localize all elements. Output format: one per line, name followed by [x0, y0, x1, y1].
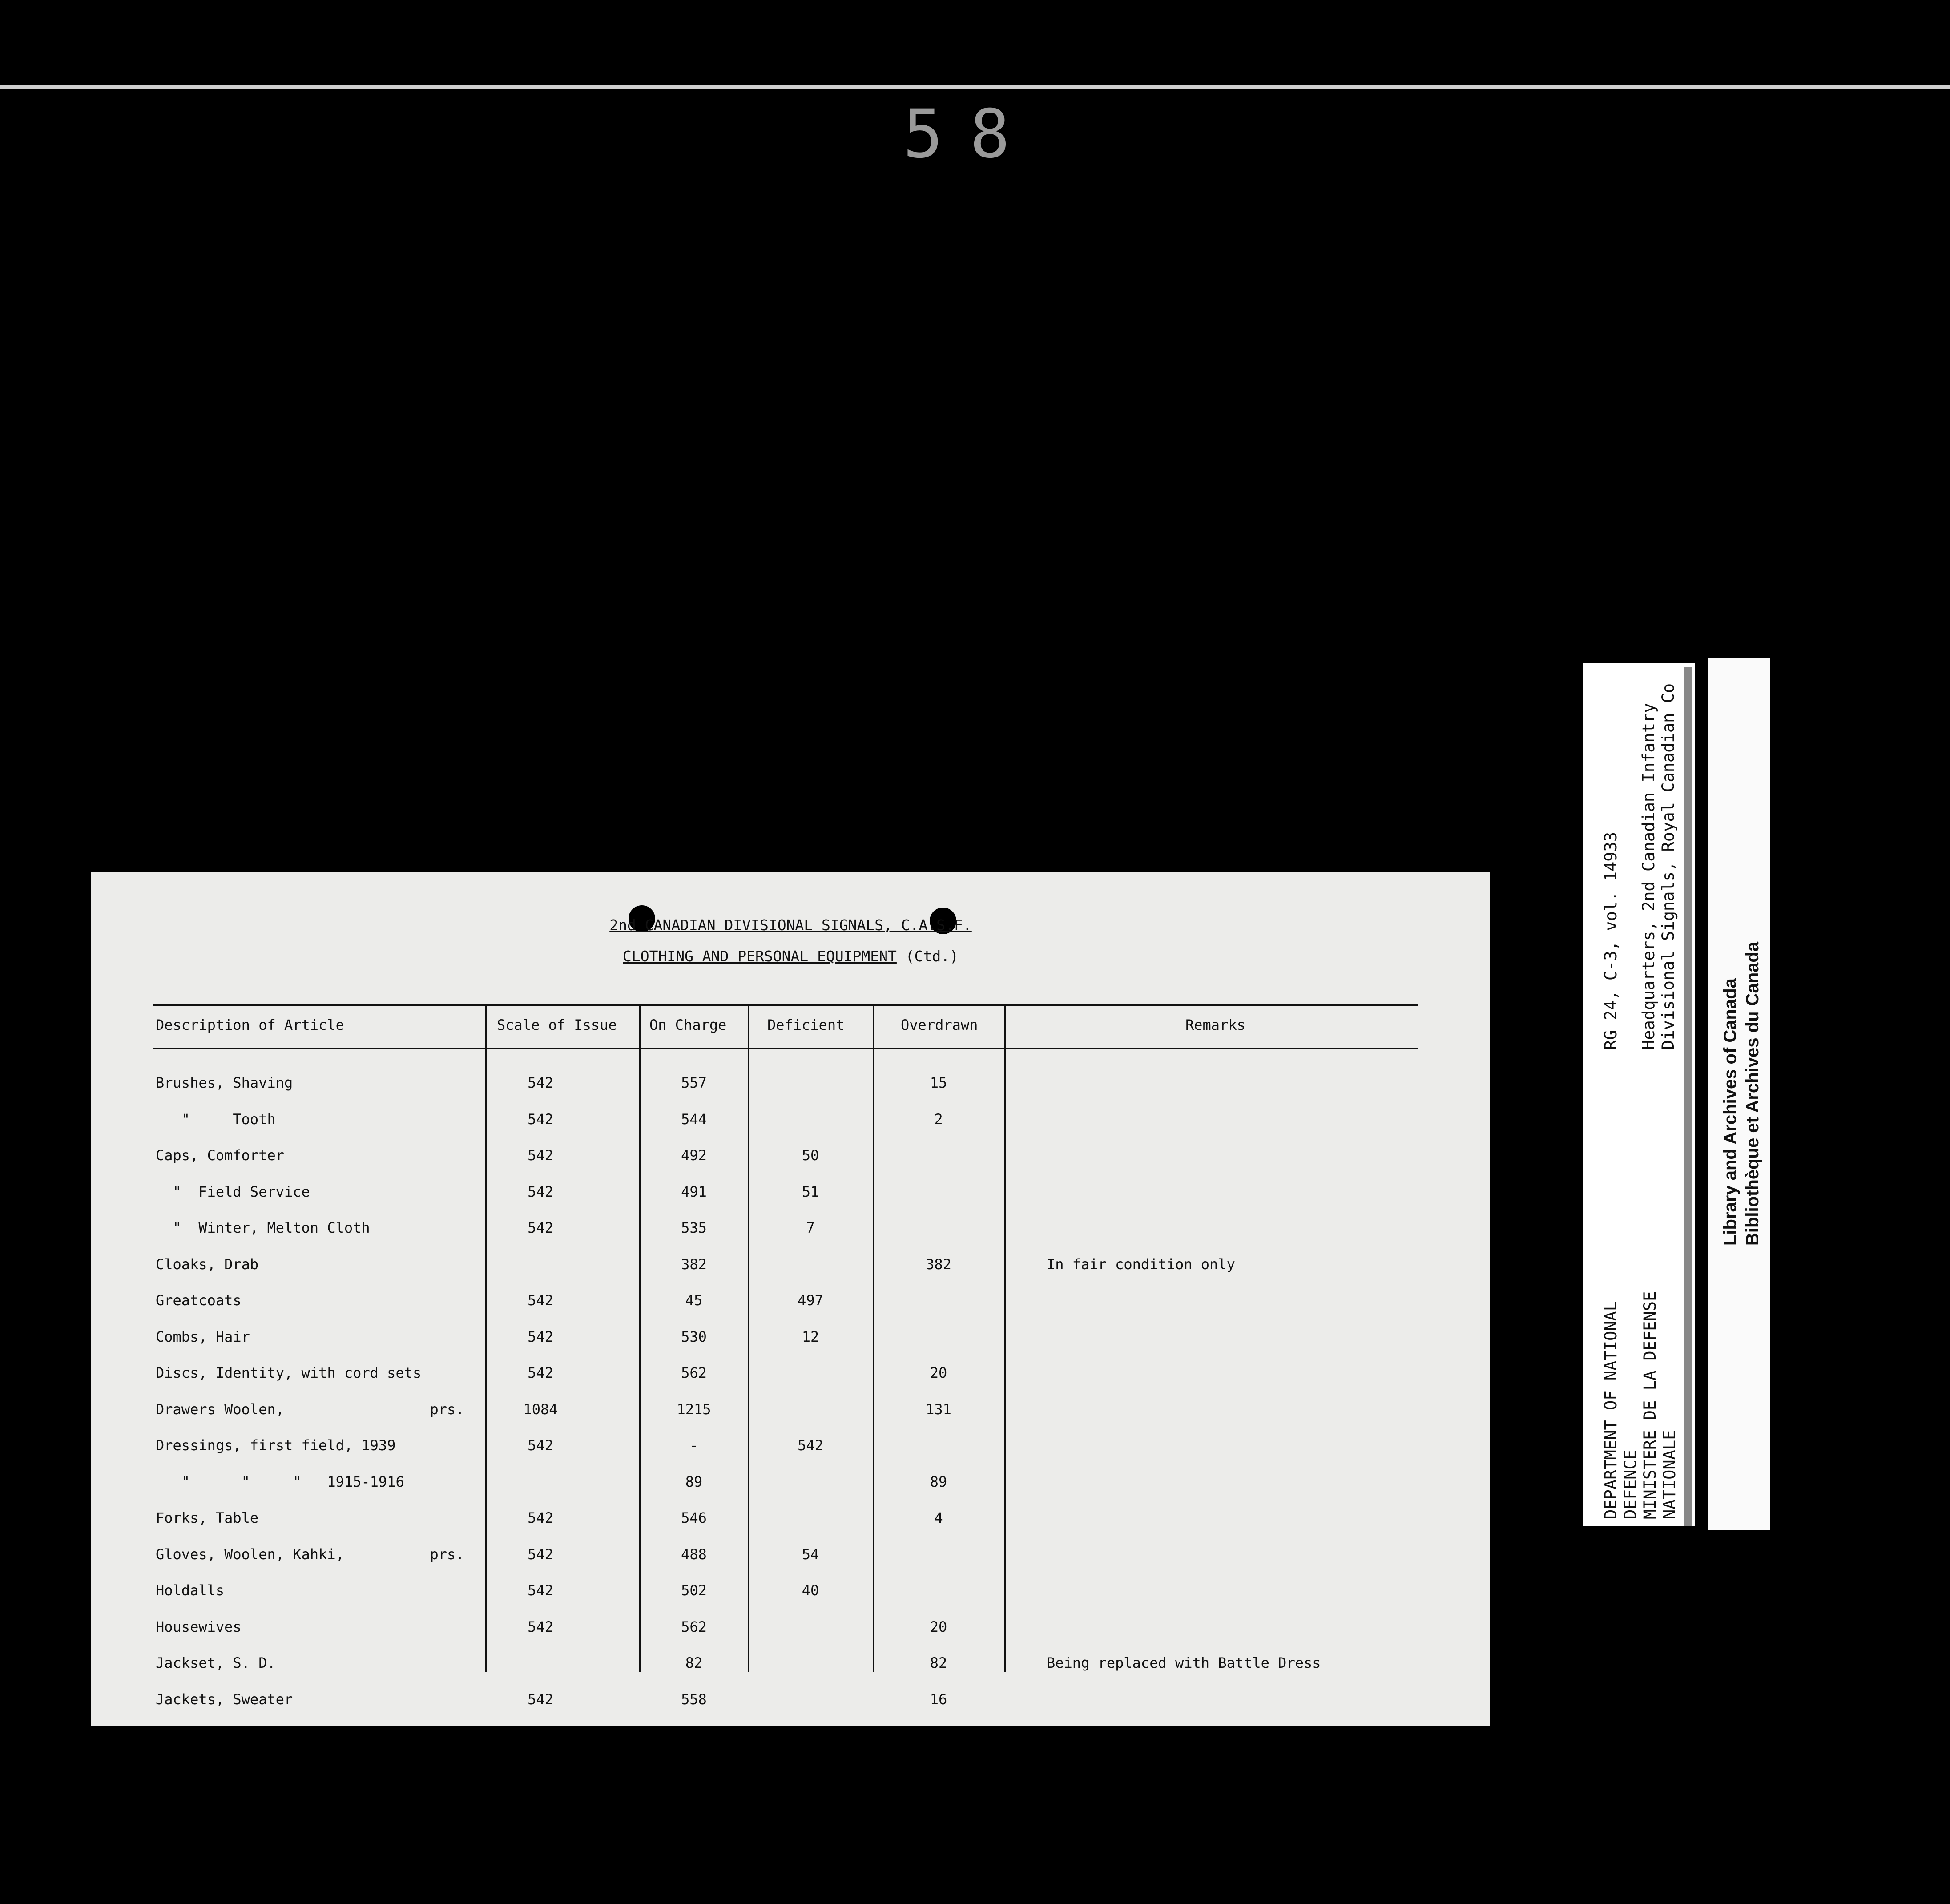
column-divider [639, 1004, 641, 1672]
label-description: Headquarters, 2nd Canadian Infantry Divisional Signals, Royal Canadian Co [1639, 683, 1678, 1050]
cell-on-charge: 535 [681, 1219, 707, 1236]
cell-scale: 542 [528, 1437, 553, 1454]
cell-description: Gloves, Woolen, Kahki, prs. [156, 1545, 464, 1563]
header-scale: Scale of Issue [497, 1017, 617, 1033]
document-subtitle: CLOTHING AND PERSONAL EQUIPMENT (Ctd.) [623, 948, 959, 965]
film-top-edge [0, 85, 1950, 89]
header-remarks: Remarks [1185, 1017, 1245, 1033]
cell-overdrawn: 2 [934, 1110, 943, 1128]
cell-deficient: 542 [798, 1437, 823, 1454]
cell-scale: 542 [528, 1183, 553, 1200]
cell-scale: 542 [528, 1545, 553, 1563]
cell-deficient: 40 [802, 1582, 819, 1599]
cell-description: Cloaks, Drab [156, 1255, 259, 1273]
cell-description: Jackets, Sweater [156, 1690, 293, 1708]
cell-scale: 542 [528, 1292, 553, 1309]
cell-on-charge: 557 [681, 1074, 707, 1091]
cell-overdrawn: 4 [934, 1509, 943, 1526]
header-on-charge: On Charge [649, 1017, 727, 1033]
table-header-rule [153, 1048, 1418, 1049]
cell-on-charge: 82 [685, 1654, 703, 1671]
cell-description: Drawers Woolen, prs. [156, 1400, 464, 1418]
table-top-rule [153, 1004, 1418, 1006]
cell-scale: 542 [528, 1219, 553, 1236]
cell-on-charge: 1215 [677, 1400, 711, 1418]
cell-description: Brushes, Shaving [156, 1074, 293, 1091]
archive-label [1583, 663, 1695, 1526]
column-divider [485, 1004, 487, 1672]
cell-on-charge: 45 [685, 1292, 703, 1309]
cell-scale: 542 [528, 1364, 553, 1381]
cell-scale: 542 [528, 1147, 553, 1164]
cell-on-charge: 530 [681, 1328, 707, 1345]
cell-description: " Field Service [156, 1183, 310, 1200]
cell-overdrawn: 16 [930, 1690, 947, 1708]
cell-on-charge: 502 [681, 1582, 707, 1599]
lac-name: Library and Archives of Canada Bibliothèque et Archives du Canada [1720, 941, 1762, 1246]
cell-description: Discs, Identity, with cord sets [156, 1364, 422, 1381]
cell-on-charge: - [689, 1437, 698, 1454]
cell-on-charge: 562 [681, 1618, 707, 1635]
cell-deficient: 12 [802, 1328, 819, 1345]
frame-number: 58 [903, 96, 1037, 173]
cell-on-charge: 89 [685, 1473, 703, 1490]
cell-description: Dressings, first field, 1939 [156, 1437, 396, 1454]
cell-description: " Tooth [156, 1110, 276, 1128]
cell-scale: 542 [528, 1110, 553, 1128]
cell-description: Greatcoats [156, 1292, 242, 1309]
cell-scale: 542 [528, 1509, 553, 1526]
cell-overdrawn: 82 [930, 1654, 947, 1671]
cell-deficient: 497 [798, 1292, 823, 1309]
cell-on-charge: 558 [681, 1690, 707, 1708]
cell-overdrawn: 20 [930, 1618, 947, 1635]
cell-remarks: Being replaced with Battle Dress [1047, 1654, 1321, 1671]
cell-description: Holdalls [156, 1582, 225, 1599]
header-deficient: Deficient [767, 1017, 845, 1033]
cell-on-charge: 544 [681, 1110, 707, 1128]
cell-description: Forks, Table [156, 1509, 259, 1526]
cell-on-charge: 382 [681, 1255, 707, 1273]
cell-on-charge: 488 [681, 1545, 707, 1563]
document-sheet [91, 872, 1490, 1726]
cell-overdrawn: 15 [930, 1074, 947, 1091]
column-divider [748, 1004, 749, 1672]
cell-description: Housewives [156, 1618, 242, 1635]
cell-scale: 542 [528, 1328, 553, 1345]
label-reference: RG 24, C-3, vol. 14933 [1601, 831, 1620, 1050]
cell-on-charge: 546 [681, 1509, 707, 1526]
column-divider [873, 1004, 874, 1672]
header-description: Description of Article [156, 1017, 344, 1033]
cell-scale: 542 [528, 1690, 553, 1708]
cell-description: Jackset, S. D. [156, 1654, 276, 1671]
cell-description: Combs, Hair [156, 1328, 250, 1345]
cell-on-charge: 562 [681, 1364, 707, 1381]
cell-deficient: 51 [802, 1183, 819, 1200]
label-department: DEPARTMENT OF NATIONAL DEFENCE MINISTERE DE LA DEFENSE NATIONALE [1601, 1291, 1679, 1519]
column-divider [1004, 1004, 1006, 1672]
label-divider [1684, 667, 1692, 1526]
cell-scale: 542 [528, 1582, 553, 1599]
cell-overdrawn: 89 [930, 1473, 947, 1490]
cell-scale: 542 [528, 1618, 553, 1635]
cell-on-charge: 491 [681, 1183, 707, 1200]
cell-overdrawn: 20 [930, 1364, 947, 1381]
cell-description: Caps, Comforter [156, 1147, 284, 1164]
lac-label [1708, 658, 1770, 1530]
cell-deficient: 50 [802, 1147, 819, 1164]
cell-description: " " " 1915-1916 [156, 1473, 404, 1490]
cell-overdrawn: 131 [926, 1400, 951, 1418]
cell-deficient: 54 [802, 1545, 819, 1563]
cell-scale: 542 [528, 1074, 553, 1091]
cell-deficient: 7 [806, 1219, 815, 1236]
cell-on-charge: 492 [681, 1147, 707, 1164]
header-overdrawn: Overdrawn [901, 1017, 978, 1033]
cell-overdrawn: 382 [926, 1255, 951, 1273]
cell-scale: 1084 [523, 1400, 558, 1418]
document-title: 2nd CANADIAN DIVISIONAL SIGNALS, C.A.S.F. [609, 916, 972, 934]
cell-description: " Winter, Melton Cloth [156, 1219, 370, 1236]
cell-remarks: In fair condition only [1047, 1255, 1235, 1273]
